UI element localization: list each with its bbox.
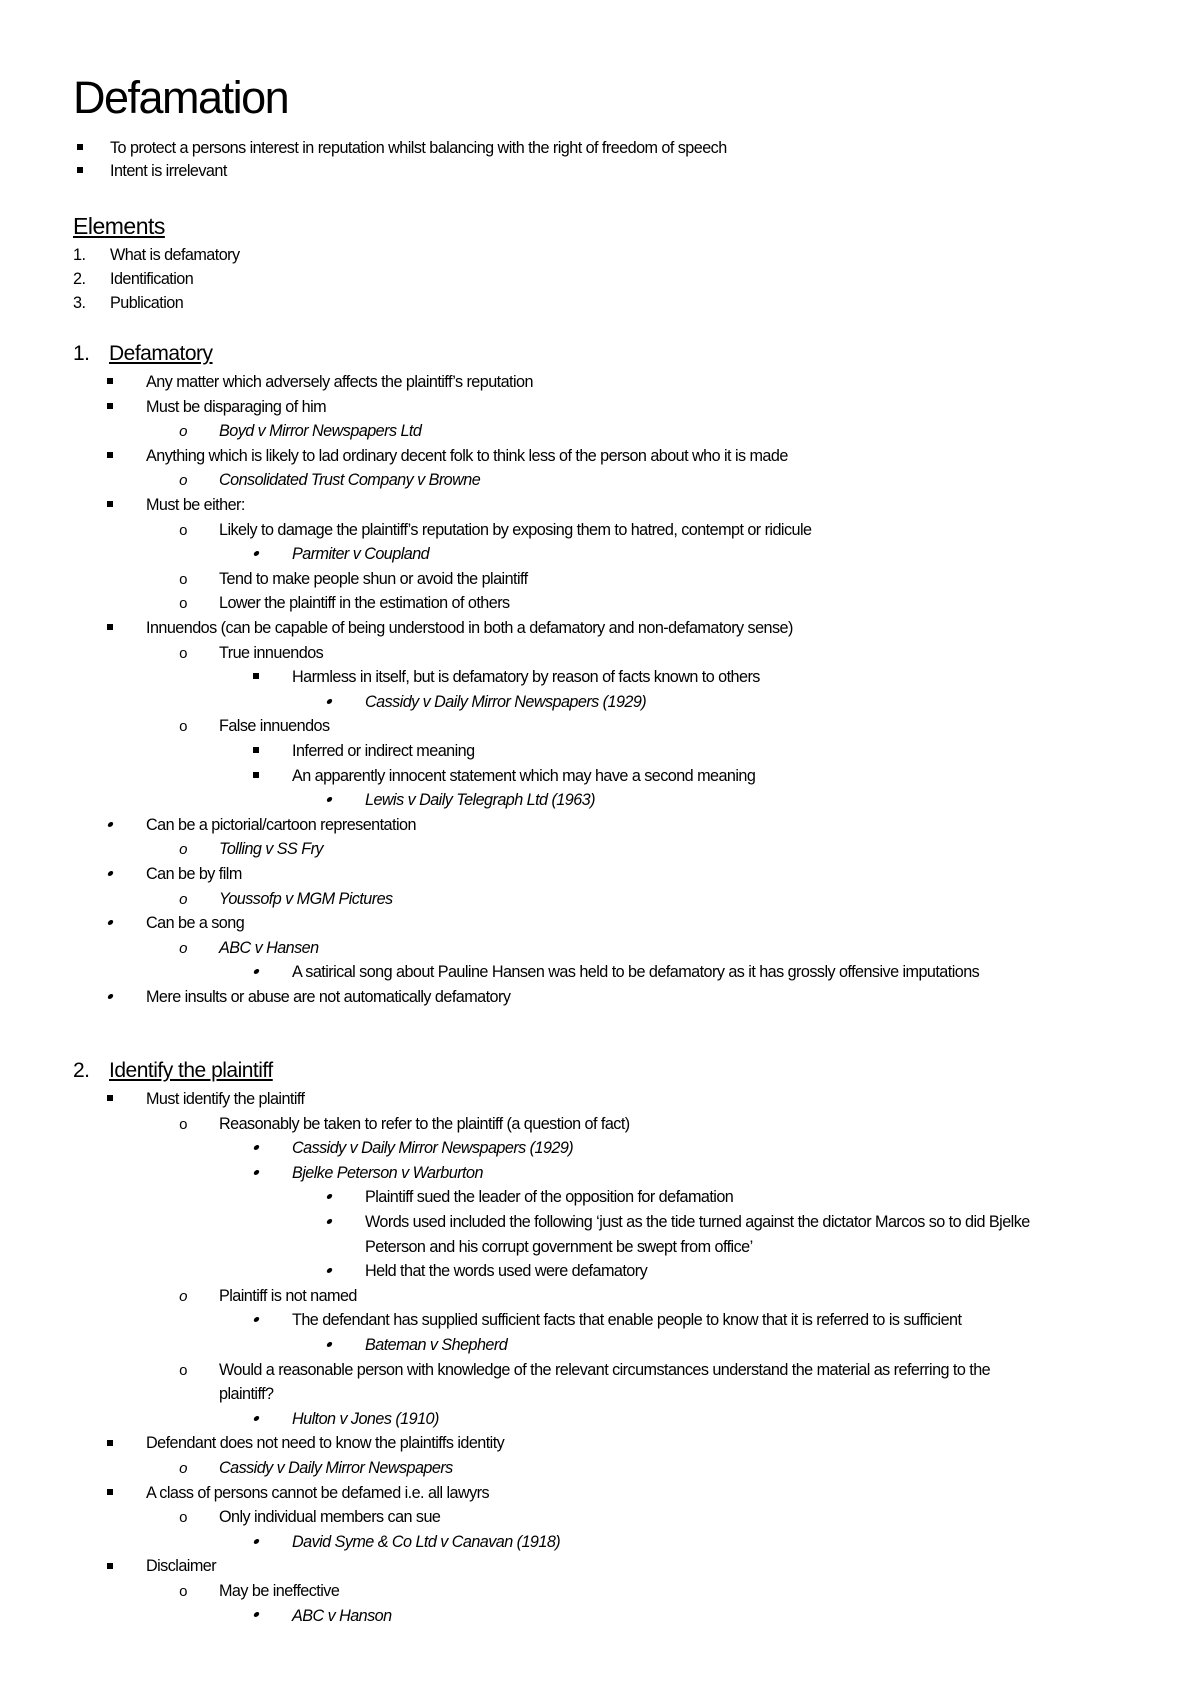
list-item-text: Defendant does not need to know the plaintiffs identity bbox=[146, 1434, 505, 1453]
list-item-text: Must be either: bbox=[146, 496, 245, 514]
square-bullet-icon bbox=[246, 739, 266, 763]
list-item-text: A class of persons cannot be defamed i.e. all lawyrs bbox=[146, 1483, 490, 1502]
circle-bullet-icon: o bbox=[179, 890, 187, 908]
document-title: Defamation bbox=[73, 72, 289, 123]
list-item-text: Likely to damage the plaintiff’s reputation by exposing them to hatred, contempt or ridicule bbox=[219, 520, 812, 539]
dot-bullet-icon bbox=[246, 1136, 266, 1160]
circle-bullet-icon: o bbox=[179, 644, 187, 662]
list-item-text: Must identify the plaintiff bbox=[146, 1090, 305, 1108]
list-item-text: Hulton v Jones (1910) bbox=[292, 1409, 439, 1428]
list-item-text: Held that the words used were defamatory bbox=[365, 1262, 648, 1281]
square-bullet-icon bbox=[100, 493, 120, 517]
circle-bullet-icon: o bbox=[179, 1287, 187, 1305]
list-item-text: Can be by film bbox=[146, 865, 242, 883]
square-bullet-icon bbox=[100, 616, 120, 640]
dot-bullet-icon bbox=[246, 1530, 266, 1554]
square-bullet-icon bbox=[100, 1431, 120, 1455]
list-item-text: Must be disparaging of him bbox=[146, 397, 327, 416]
square-bullet-icon bbox=[70, 136, 90, 160]
square-bullet-icon bbox=[100, 370, 120, 394]
list-item-text: Cassidy v Daily Mirror Newspapers (1929) bbox=[292, 1139, 574, 1158]
dot-bullet-icon bbox=[246, 1407, 266, 1431]
list-item-text: May be ineffective bbox=[219, 1582, 340, 1600]
list-item-text: Cassidy v Daily Mirror Newspapers bbox=[219, 1459, 453, 1477]
list-item-text: Tend to make people shun or avoid the plaintiff bbox=[219, 569, 528, 588]
list-item-text: Inferred or indirect meaning bbox=[292, 742, 475, 760]
list-item-text: True innuendos bbox=[219, 643, 324, 662]
circle-bullet-icon: o bbox=[179, 939, 187, 957]
dot-bullet-icon bbox=[246, 1308, 266, 1332]
list-item-text: Can be a song bbox=[146, 914, 245, 933]
list-item-text: Peterson and his corrupt government be swept from office’ bbox=[365, 1237, 753, 1256]
list-item-text: Parmiter v Coupland bbox=[292, 545, 430, 564]
square-bullet-icon bbox=[70, 159, 90, 183]
dot-bullet-icon bbox=[246, 542, 266, 566]
dot-bullet-icon bbox=[319, 1210, 339, 1234]
circle-bullet-icon: o bbox=[179, 595, 187, 613]
dot-bullet-icon bbox=[246, 1161, 266, 1185]
circle-bullet-icon: o bbox=[179, 1460, 187, 1477]
dot-bullet-icon bbox=[100, 911, 120, 935]
dot-bullet-icon bbox=[100, 813, 120, 837]
elements-heading: Elements bbox=[73, 213, 165, 239]
dot-bullet-icon bbox=[319, 788, 339, 812]
list-item-text: Can be a pictorial/cartoon representation bbox=[146, 815, 416, 834]
square-bullet-icon bbox=[100, 395, 120, 419]
dot-bullet-icon bbox=[246, 960, 266, 984]
list-item-text: An apparently innocent statement which may have a second meaning bbox=[292, 766, 756, 785]
list-item-text: Lower the plaintiff in the estimation of others bbox=[219, 594, 510, 613]
list-item-text: Mere insults or abuse are not automatically defamatory bbox=[146, 988, 511, 1006]
list-item-text: Bjelke Peterson v Warburton bbox=[292, 1163, 483, 1182]
circle-bullet-icon: o bbox=[179, 718, 187, 736]
dot-bullet-icon bbox=[100, 985, 120, 1009]
circle-bullet-icon: o bbox=[179, 1115, 187, 1133]
list-item-text: False innuendos bbox=[219, 717, 330, 736]
list-item-text: Boyd v Mirror Newspapers Ltd bbox=[219, 422, 422, 441]
square-bullet-icon bbox=[100, 1554, 120, 1578]
list-item-text: The defendant has supplied sufficient facts that enable people to know that it is referred to is sufficient bbox=[292, 1311, 962, 1330]
square-bullet-icon bbox=[100, 1481, 120, 1505]
list-item-text: Only individual members can sue bbox=[219, 1508, 441, 1527]
list-item-text: David Syme & Co Ltd v Canavan (1918) bbox=[292, 1532, 561, 1551]
dot-bullet-icon bbox=[319, 1333, 339, 1357]
circle-bullet-icon: o bbox=[179, 472, 187, 490]
circle-bullet-icon: o bbox=[179, 423, 187, 441]
list-item-text: Reasonably be taken to refer to the plaintiff (a question of fact) bbox=[219, 1114, 630, 1133]
list-item-text: Any matter which adversely affects the plaintiff’s reputation bbox=[146, 373, 533, 391]
square-bullet-icon bbox=[246, 665, 266, 689]
square-bullet-icon bbox=[246, 764, 266, 788]
list-item-text: Plaintiff is not named bbox=[219, 1286, 357, 1305]
square-bullet-icon bbox=[100, 444, 120, 468]
circle-bullet-icon: o bbox=[179, 1509, 187, 1527]
list-item-text: Anything which is likely to lad ordinary decent folk to think less of the person about who it is made bbox=[146, 446, 788, 465]
list-item-text: ABC v Hanson bbox=[292, 1606, 392, 1625]
list-item-text: Tolling v SS Fry bbox=[219, 840, 323, 859]
list-item-text: Youssofp v MGM Pictures bbox=[219, 889, 393, 908]
list-item-text: Bateman v Shepherd bbox=[365, 1336, 508, 1354]
list-item-text: ABC v Hansen bbox=[219, 938, 319, 957]
list-item-text: plaintiff? bbox=[219, 1385, 274, 1404]
circle-bullet-icon: o bbox=[179, 570, 187, 588]
circle-bullet-icon: o bbox=[179, 1361, 187, 1379]
circle-bullet-icon: o bbox=[179, 841, 187, 859]
list-item-text: Harmless in itself, but is defamatory by reason of facts known to others bbox=[292, 668, 760, 687]
document-page: Defamation To protect a persons interest in reputation whilst balancing with the right of freedom of speech Intent is irrelevant Elements 1. What is defamatory 2. Identification 3. Publication 1. Defamatory Any matter which adversely affects the plaintiff’s reputation Must be disparaging of him o Boyd v Mirror Newspapers Ltd Anything which is likely to lad ordinary decent folk to think less of the person about who it is made o Consolidated Trust Company v Browne Must be either: o Likely to damage the plaintiff’s reputation by exposing them to hatred, contempt or ridicule Parmiter v Coupland o Tend to make people shun or avoid the plaintiff o Lower the plaintiff in the estimation of others Innuendos (can be capable of being understood in both a defamatory and non-defamatory sense) o True innuendos Harmless in itself, but is defamatory by reason of facts known to others Cassidy v Daily Mirror Newspapers (1929) o False innuendos Inferred or indirect meaning An apparently innocent statement which may have a second meaning Lewis v Daily Telegraph Ltd (1963) Can be a pictorial/cartoon representation o Tolling v SS Fry Can be by film o Youssofp v MGM Pictures Can be a song o ABC v Hansen A satirical song about Pauline Hansen was held to be defamatory as it has grossly offensive imputations Mere insults or abuse are not automatically defamatory 2. Identify the plaintiff Must identify the plaintiff o Reasonably be taken to refer to the plaintiff (a question of fact) Cassidy v Daily Mirror Newspapers (1929) Bjelke Peterson v Warburton Plaintiff sued the leader of the opposition for defamation Words used included the following ‘just as the tide turned against the dictator Marcos so to did Bjelke Peterson and his corrupt government be swept from office’ Held that the words used were defamatory o Plaintiff is not named The defendant has supplied sufficient facts that enable people to know that it is referred to is sufficient Bateman v Shepherd o Would a reasonable person with knowledge of the relevant circumstances understand the material as referring to the plaintiff? Hulton v Jones (1910) Defendant does not need to know the plaintiffs identity o Cassidy v Daily Mirror Newspapers A class of persons cannot be defamed i.e. all lawyrs o Only individual members can sue David Syme & Co Ltd v Canavan (1918) Disclaimer o May be ineffective ABC v Hanson bbox=[0, 0, 1200, 1698]
dot-bullet-icon bbox=[319, 690, 339, 714]
list-item-text: A satirical song about Pauline Hansen was held to be defamatory as it has grossly offensive imputations bbox=[292, 963, 980, 982]
list-item-text: Cassidy v Daily Mirror Newspapers (1929) bbox=[365, 692, 647, 711]
dot-bullet-icon bbox=[319, 1185, 339, 1209]
list-item-text: Consolidated Trust Company v Browne bbox=[219, 471, 481, 490]
dot-bullet-icon bbox=[246, 1604, 266, 1628]
dot-bullet-icon bbox=[100, 862, 120, 886]
square-bullet-icon bbox=[100, 1087, 120, 1111]
list-item-text: Plaintiff sued the leader of the opposition for defamation bbox=[365, 1188, 734, 1207]
list-item-text: Lewis v Daily Telegraph Ltd (1963) bbox=[365, 791, 595, 810]
list-item-text: Would a reasonable person with knowledge of the relevant circumstances understand the material as referring to the bbox=[219, 1360, 991, 1379]
circle-bullet-icon: o bbox=[179, 521, 187, 539]
list-item-text: Disclaimer bbox=[146, 1557, 217, 1576]
dot-bullet-icon bbox=[319, 1259, 339, 1283]
list-item-text: Words used included the following ‘just as the tide turned against the dictator Marcos so to did Bjelke bbox=[365, 1213, 1030, 1231]
circle-bullet-icon: o bbox=[179, 1583, 187, 1600]
list-item-text: Innuendos (can be capable of being understood in both a defamatory and non-defamatory sense) bbox=[146, 619, 793, 637]
